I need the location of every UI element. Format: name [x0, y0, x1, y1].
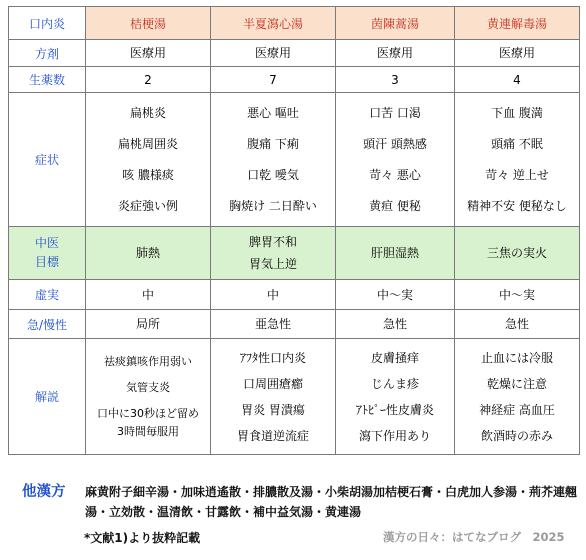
cell-target: 脾胃不和 胃気上逆 [211, 227, 336, 280]
row-houzai [9, 40, 580, 67]
row-label-target: 中医 目標 [9, 227, 86, 280]
column-header-hangeshashinto: 半夏瀉心湯 [211, 7, 336, 40]
row-label-count: 生薬数 [9, 67, 86, 93]
cell-count: 7 [211, 67, 336, 93]
cell-kyojitsu: 中～実 [336, 280, 455, 310]
cell-houzai: 医療用 [336, 40, 455, 67]
header-row [9, 7, 580, 40]
cell-acute: 亜急性 [211, 310, 336, 339]
row-explain [9, 339, 580, 455]
row-label-explain: 解説 [9, 339, 86, 455]
cell-acute: 局所 [86, 310, 211, 339]
watermark: 漢方の日々：はてなブログ 2025 [383, 530, 565, 544]
row-acute [9, 310, 580, 339]
row-label-kyojitsu: 虚実 [9, 280, 86, 310]
row-target [9, 227, 580, 280]
cell-houzai: 医療用 [455, 40, 580, 67]
other-kampo-label: 他漢方 [22, 484, 66, 500]
cell-symptoms: 口苦 口渇 頭汗 頭熱感 苛々 悪心 黄疸 便秘 [336, 93, 455, 227]
footnote: *文献1)より抜粋記載 [84, 531, 201, 545]
column-header-inchinkoto: 茵陳蒿湯 [336, 7, 455, 40]
cell-symptoms: 下血 腹満 頭痛 不眠 苛々 逆上せ 精神不安 便秘なし [455, 93, 580, 227]
cell-explain: 皮膚掻痒 じんま疹 ｱﾄﾋﾟｰ性皮膚炎 瀉下作用あり [336, 339, 455, 455]
cell-explain: 祛痰鎮咳作用弱い 気管支炎 口中に30秒ほど留め 3時間毎服用 [86, 339, 211, 455]
row-count [9, 67, 580, 93]
cell-acute: 急性 [455, 310, 580, 339]
column-header-orengedokuto: 黄連解毒湯 [455, 7, 580, 40]
cell-kyojitsu: 中 [211, 280, 336, 310]
cell-count: 2 [86, 67, 211, 93]
cell-kyojitsu: 中 [86, 280, 211, 310]
cell-count: 3 [336, 67, 455, 93]
cell-target: 三焦の実火 [455, 227, 580, 280]
cell-target: 肝胆湿熱 [336, 227, 455, 280]
cell-explain: ｱﾌﾀ性口内炎 口周囲瘡癤 胃炎 胃潰瘍 胃食道逆流症 [211, 339, 336, 455]
row-kyojitsu [9, 280, 580, 310]
comparison-table [8, 6, 580, 455]
cell-kyojitsu: 中～実 [455, 280, 580, 310]
corner-label: 口内炎 [9, 7, 86, 40]
cell-explain: 止血には冷服 乾燥に注意 神経症 高血圧 飲酒時の赤み [455, 339, 580, 455]
row-label-acute: 急/慢性 [9, 310, 86, 339]
column-header-kikyoto: 桔梗湯 [86, 7, 211, 40]
cell-target: 肺熱 [86, 227, 211, 280]
cell-symptoms: 扁桃炎 扁桃周囲炎 咳 膿様痰 炎症強い例 [86, 93, 211, 227]
row-symptoms [9, 93, 580, 227]
cell-houzai: 医療用 [86, 40, 211, 67]
row-label-houzai: 方剤 [9, 40, 86, 67]
row-label-symptoms: 症状 [9, 93, 86, 227]
cell-count: 4 [455, 67, 580, 93]
other-kampo-list: 麻黄附子細辛湯・加味逍遙散・排膿散及湯・小柴胡湯加桔梗石膏・白虎加人参湯・荊芥連翹湯・立効散・温清飲・甘露飲・補中益気湯・黄連湯 [85, 485, 578, 519]
cell-acute: 急性 [336, 310, 455, 339]
cell-houzai: 医療用 [211, 40, 336, 67]
cell-symptoms: 悪心 嘔吐 腹痛 下痢 口乾 噯気 胸焼け 二日酔い [211, 93, 336, 227]
